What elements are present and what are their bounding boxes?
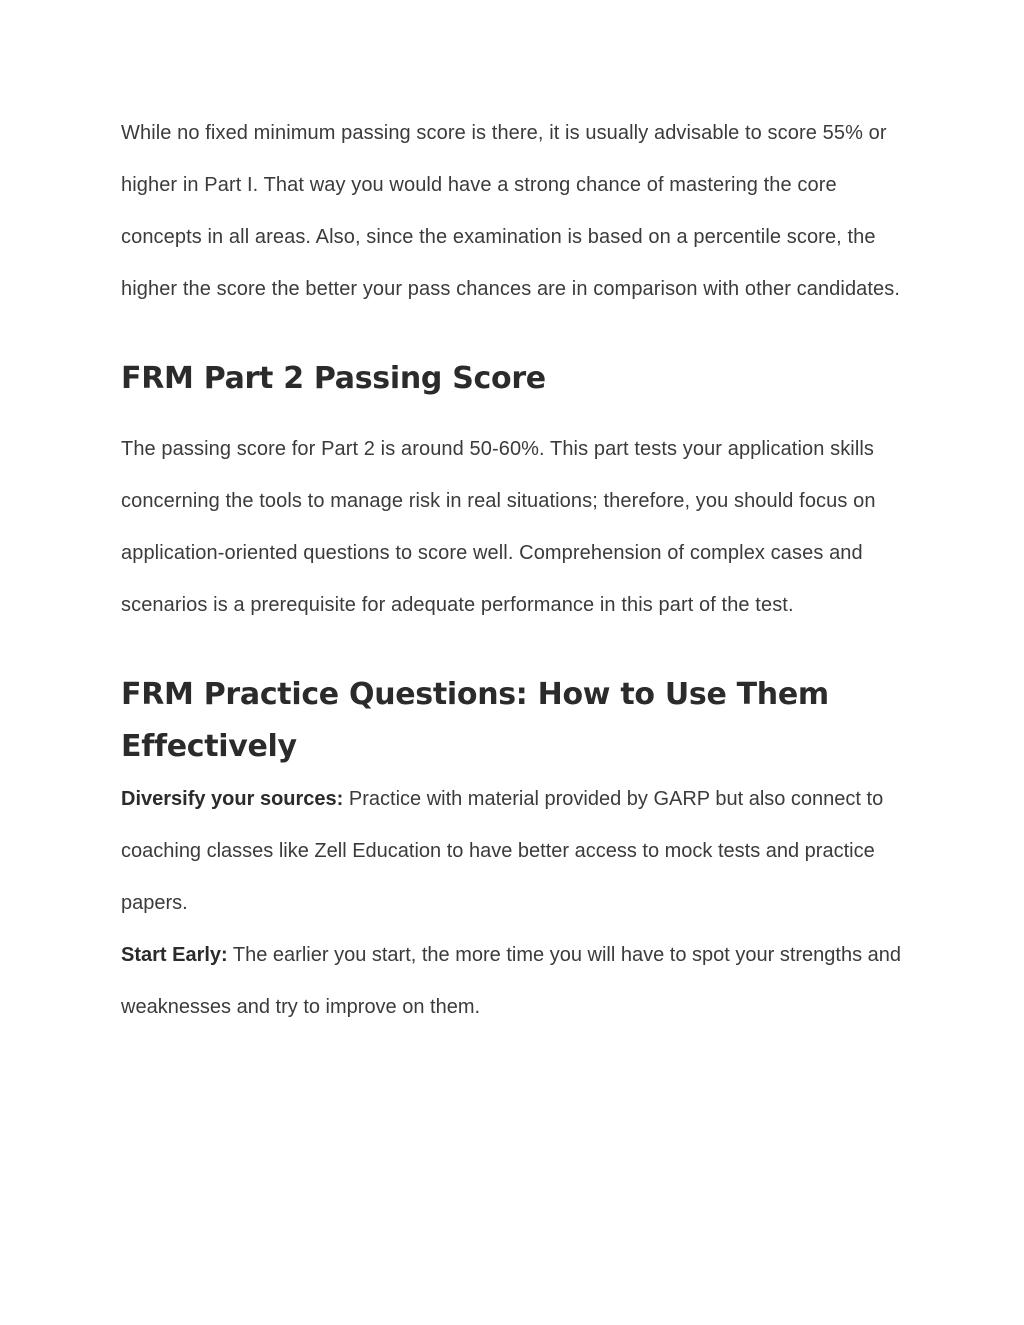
intro-paragraph: While no fixed minimum passing score is there, it is usually advisable to score 55% or higher in Part I. That way you would have a strong chance of mastering the core concepts in all areas. Also, since the examination is based on a percentile score, the higher the score the better your pass chances are in comparison with other candidates. xyxy=(121,122,901,300)
practice-heading: FRM Practice Questions: How to Use Them Effectively xyxy=(121,677,829,764)
part2-heading: FRM Part 2 Passing Score xyxy=(121,361,546,396)
tip-text: The earlier you start, the more time you will have to spot your strengths and weaknesses and try to improve on them. xyxy=(121,944,902,1018)
article-body xyxy=(121,107,911,1033)
tip-label: Diversify your sources: xyxy=(121,788,344,810)
tip-start-early xyxy=(121,929,911,1033)
part2-paragraph: The passing score for Part 2 is around 50-60%. This part tests your application skills concerning the tools to manage risk in real situations; therefore, you should focus on application-oriented questions to score well. Comprehension of complex cases and scenarios is a prerequisite for adequate performance in this part of the test. xyxy=(121,438,876,616)
tip-label: Start Early: xyxy=(121,944,228,966)
tip-text: Practice with material provided by GARP but also connect to coaching classes like Zell Education to have better access to mock tests and practice papers. xyxy=(121,788,884,914)
tip-diversify-sources xyxy=(121,773,911,929)
